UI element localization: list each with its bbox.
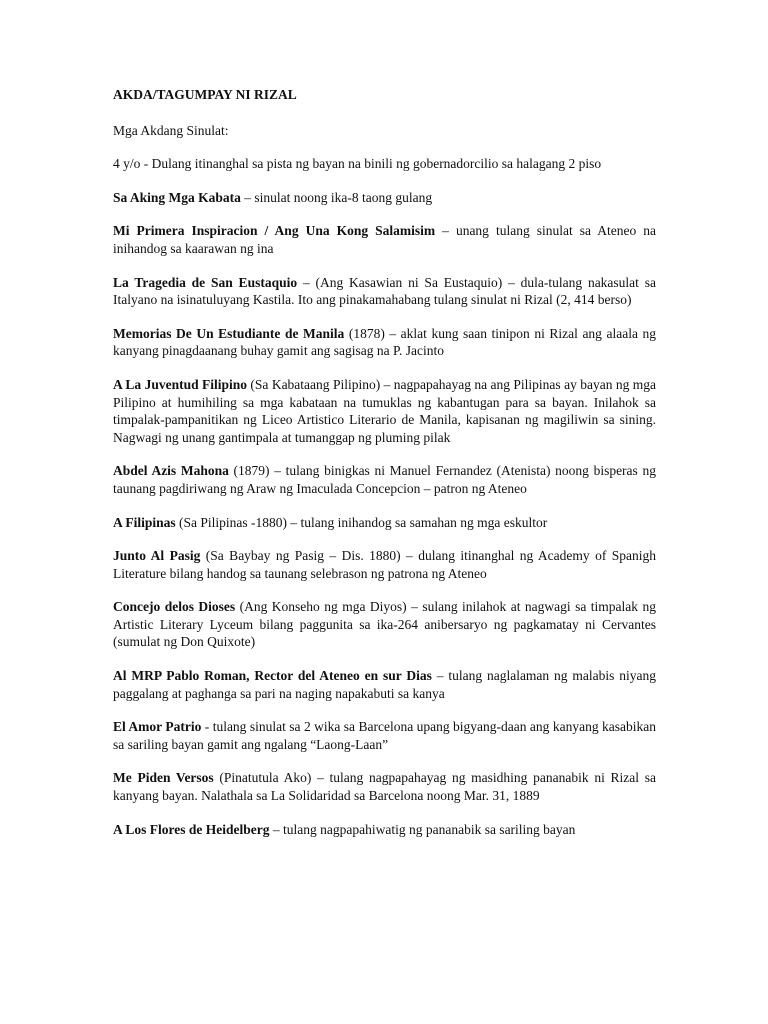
entry-title: A La Juventud Filipino bbox=[113, 376, 248, 392]
document-subtitle: Mga Akdang Sinulat: bbox=[113, 122, 229, 138]
entry-text: – unang tulang sinulat sa Ateneo na inihandog sa kaarawan ng ina bbox=[113, 223, 656, 256]
entry-paragraph bbox=[113, 667, 656, 702]
entry-text: (Ang Konseho ng mga Diyos) – sulang inilahok at nagwagi sa timpalak ng Artistic Literary Lyceum bilang paggunita sa ika-264 anibersaryo ng pagkamatay ni Cervantes (sumulat ng Don Quixote) bbox=[113, 599, 656, 650]
entry-text: – sinulat noong ika-8 taong gulang bbox=[240, 189, 433, 205]
entry-paragraph bbox=[113, 821, 656, 839]
entry-text: – tulang nagpapahiwatig ng pananabik sa sariling bayan bbox=[269, 821, 576, 837]
entry-text: (Sa Kabataang Pilipino) – nagpapahayag na ang Pilipinas ay bayan ng mga Pilipino at humihiling sa mga kabataan na tumuklas ng kabantugan para sa bayan. Inilahok sa timpalak-pampanitikan ng Liceo Artistico Literario de Manila, kapisanan ng magiliwin sa sining. Nagwagi ng unang gantimpala at tumanggap ng pluming pilak bbox=[113, 376, 657, 445]
entry-title: A Filipinas bbox=[113, 514, 176, 530]
entry-paragraph bbox=[113, 769, 656, 804]
entry-paragraph bbox=[113, 462, 656, 497]
entry-text: - tulang sinulat sa 2 wika sa Barcelona upang bigyang-daan ang kanyang kasabikan sa sariling bayan gamit ang ngalang “Laong-Laan” bbox=[113, 719, 656, 752]
document-page bbox=[113, 86, 656, 854]
entry-paragraph bbox=[113, 222, 656, 257]
entry-text: (1878) – aklat kung saan tinipon ni Rizal ang alaala ng kanyang pinagdaanang buhay gamit ang sagisag na P. Jacinto bbox=[113, 325, 657, 359]
entry-title: La Tragedia de San Eustaquio bbox=[113, 274, 298, 290]
entry-title: Concejo delos Dioses bbox=[113, 599, 236, 615]
entry-paragraph bbox=[113, 376, 656, 446]
entry-title: Me Piden Versos bbox=[113, 770, 214, 786]
entry-title: A Los Flores de Heidelberg bbox=[113, 821, 270, 837]
entry-paragraph bbox=[113, 274, 656, 309]
entry-title: Abdel Azis Mahona bbox=[113, 463, 229, 479]
entry-text: (Sa Baybay ng Pasig – Dis. 1880) – dulang itinanghal ng Academy of Spanigh Literature bilang handog sa taunang selebrason ng patrona ng Ateneo bbox=[113, 548, 656, 581]
entry-title: Sa Aking Mga Kabata bbox=[113, 189, 241, 205]
intro-paragraph: 4 y/o - Dulang itinanghal sa pista ng bayan na binili ng gobernadorcilio sa halagang 2 piso bbox=[113, 156, 602, 172]
entry-paragraph bbox=[113, 718, 656, 753]
entry-title: El Amor Patrio bbox=[113, 719, 202, 735]
entry-paragraph bbox=[113, 598, 656, 651]
entry-text: – (Ang Kasawian ni Sa Eustaquio) – dula-tulang nakasulat sa Italyano na isinatuluyang Kastila. Ito ang pinakamahabang tulang sinulat ni Rizal (2, 414 berso) bbox=[113, 274, 656, 308]
entry-title: Memorias De Un Estudiante de Manila bbox=[113, 325, 345, 341]
entry-text: – tulang naglalaman ng malabis niyang paggalang at paghanga sa pari na naging napakabuti sa kanya bbox=[113, 668, 656, 701]
document-title: AKDA/TAGUMPAY NI RIZAL bbox=[113, 87, 297, 102]
entry-paragraph bbox=[113, 547, 656, 582]
entry-paragraph bbox=[113, 514, 656, 532]
entry-title: Mi Primera Inspiracion / Ang Una Kong Salamisim bbox=[113, 223, 436, 239]
entry-title: Al MRP Pablo Roman, Rector del Ateneo en sur Dias bbox=[113, 668, 432, 684]
entry-title: Junto Al Pasig bbox=[113, 548, 201, 564]
entry-paragraph bbox=[113, 325, 656, 360]
entry-text: (Sa Pilipinas -1880) – tulang inihandog sa samahan ng mga eskultor bbox=[175, 514, 548, 530]
entry-text: (1879) – tulang binigkas ni Manuel Fernandez (Atenista) noong bisperas ng taunang pagdiriwang ng Araw ng Imaculada Concepcion – patron ng Ateneo bbox=[113, 463, 656, 496]
entry-text: (Pinatutula Ako) – tulang nagpapahayag ng masidhing pananabik ni Rizal sa kanyang bayan. Nalathala sa La Solidaridad sa Barcelona noong Mar. 31, 1889 bbox=[113, 770, 656, 804]
entry-paragraph bbox=[113, 189, 656, 207]
